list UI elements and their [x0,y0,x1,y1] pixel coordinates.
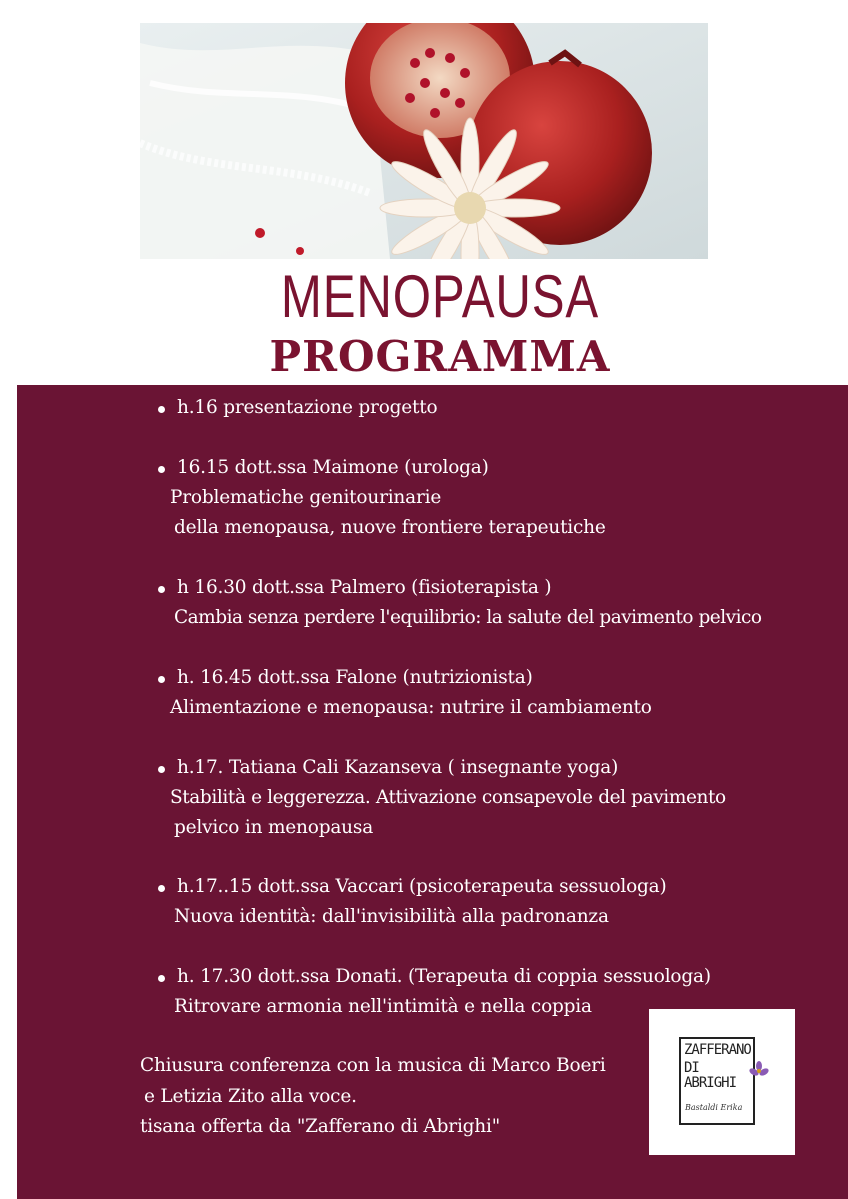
program-item-line: h. 16.45 dott.ssa Falone (nutrizionista) [177,667,533,688]
program-item-line: Cambia senza perdere l'equilibrio: la salute del pavimento pelvico [174,607,762,628]
program-item-line: h 16.30 dott.ssa Palmero (fisioterapista ) [177,577,552,598]
program-item-line: Stabilità e leggerezza. Attivazione consapevole del pavimento [170,787,726,808]
bullet-icon [158,586,165,593]
program-item-line: h.16 presentazione progetto [177,397,438,418]
program-item-line: Ritrovare armonia nell'intimità e nella coppia [174,996,592,1017]
bullet-icon [158,766,165,773]
logo-line-1: ZAFFERANO [684,1042,751,1058]
bullet-icon [158,676,165,683]
program-item-line: h.17..15 dott.ssa Vaccari (psicoterapeuta sessuologa) [177,876,667,897]
hero-image [140,23,708,259]
bullet-icon [158,406,165,413]
program-item-line: 16.15 dott.ssa Maimone (urologa) [177,457,489,478]
closing-line: e Letizia Zito alla voce. [144,1086,357,1107]
bullet-icon [158,466,165,473]
program-item-line: pelvico in menopausa [174,817,374,838]
page-subtitle: PROGRAMMA [269,332,611,381]
logo-line-2: DI ABRIGHI [684,1060,737,1091]
bullet-icon [158,975,165,982]
logo-frame [679,1037,755,1125]
closing-line: tisana offerta da "Zafferano di Abrighi" [140,1116,501,1137]
program-item-line: Nuova identità: dall'invisibilità alla padronanza [174,906,609,927]
program-item-line: Problematiche genitourinarie [170,487,442,508]
program-item-line: Alimentazione e menopausa: nutrire il cambiamento [170,697,652,718]
saffron-flower-icon [749,1061,769,1081]
bullet-icon [158,885,165,892]
pomegranate-photo [140,23,708,259]
program-item-line: della menopausa, nuove frontiere terapeutiche [174,517,606,538]
closing-line: Chiusura conferenza con la musica di Marco Boeri [140,1055,606,1076]
page-title: MENOPAUSA [280,263,600,330]
sponsor-logo [649,1009,795,1155]
program-item-line: h. 17.30 dott.ssa Donati. (Terapeuta di coppia sessuologa) [177,966,711,987]
logo-signature: Bastaldi Erika [685,1103,743,1112]
program-item-line: h.17. Tatiana Cali Kazanseva ( insegnante yoga) [177,757,619,778]
